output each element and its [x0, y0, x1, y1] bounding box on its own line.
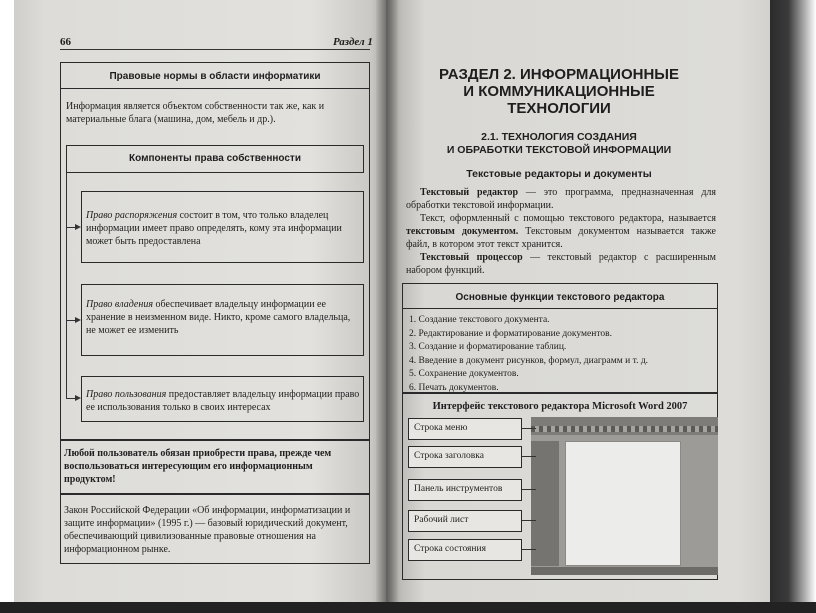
word-screenshot-side: [531, 441, 559, 566]
list-item: 6. Печать документов.: [409, 382, 499, 393]
connector-toolbar: [522, 489, 536, 490]
page-number: 66: [60, 36, 71, 48]
chapter-title-line-3: ТЕХНОЛОГИИ: [507, 100, 611, 117]
header-rule: [60, 49, 370, 50]
term-text-processor: Текстовый процессор: [420, 252, 523, 263]
law-text: Закон Российской Федерации «Об информации, информатизации и защите информации» (1995 г.) — базовый юридический документ, обеспечивающий цивилизованные правовые отношения на информационном рынке.: [64, 505, 351, 555]
term-text-editor: Текстовый редактор: [420, 187, 519, 198]
components-connector: [66, 173, 67, 399]
list-item: 1. Создание текстового документа.: [409, 315, 550, 325]
paragraph-text-processor-desc: — текстовый редактор с расширенным набором функций.: [406, 252, 716, 276]
label-menu-bar: Строка меню: [408, 418, 522, 440]
connector-status-bar: [522, 549, 536, 550]
connector-title-bar: [522, 456, 536, 457]
label-worksheet: Рабочий лист: [408, 510, 522, 532]
arrow-use-head: [75, 395, 81, 401]
interface-title: Интерфейс текстового редактора Microsoft Word 2007: [432, 401, 688, 412]
term-text-document: текстовым документом.: [406, 226, 519, 237]
right-of-use-desc: предоставляет владельцу информации право ее использования только в своих интересах: [86, 389, 360, 413]
list-item: 2. Редактирование и форматирование документов.: [409, 328, 612, 339]
subsection-title: Текстовые редакторы и документы: [466, 168, 652, 180]
label-title-bar: Строка заголовка: [408, 446, 522, 468]
right-of-use-term: Право пользования: [86, 389, 167, 400]
functions-title-rule: [402, 308, 718, 309]
chapter-title-line-2: И КОММУНИКАЦИОННЫЕ: [463, 83, 655, 100]
right-of-disposal-text: [86, 209, 360, 248]
book-gutter: [376, 0, 398, 602]
legal-intro-text: Информация является объектом собственности так же, как и материальные блага (машина, дом, мебель и др.).: [66, 101, 325, 125]
connector-menu-bar: [522, 428, 536, 429]
obligation-text: Любой пользователь обязан приобрести права, прежде чем воспользоваться интересующим его информационным продуктом!: [64, 448, 332, 485]
connector-worksheet: [522, 520, 536, 521]
chapter-title-line-1: РАЗДЕЛ 2. ИНФОРМАЦИОННЫЕ: [439, 66, 679, 83]
right-of-possession-text: [86, 298, 360, 337]
paragraph-text-processor: [406, 251, 716, 277]
section-title-line-2: И ОБРАБОТКИ ТЕКСТОВОЙ ИНФОРМАЦИИ: [446, 144, 672, 156]
arrow-possession-head: [75, 317, 81, 323]
legal-norms-title-rule: [60, 88, 370, 89]
right-of-use-text: [86, 388, 360, 414]
paragraph-text-editor-desc: — это программа, предназначенная для обработки текстовой информации.: [406, 187, 716, 211]
functions-list: [409, 314, 715, 395]
running-header: Раздел 1: [333, 36, 373, 48]
word-screenshot-ribbon: [531, 426, 718, 432]
right-of-disposal-desc: состоит в том, что только владелец информации имеет право определять, кому эта информации может быть предоставлена: [86, 210, 342, 247]
paragraph-text-document: [406, 212, 716, 251]
paragraph-text-document-a: Текст, оформленный с помощью текстового редактора, называется: [420, 213, 716, 224]
right-of-disposal-term: Право распоряжения: [86, 210, 178, 221]
label-status-bar: Строка состояния: [408, 539, 522, 561]
scan-bottom-edge: [0, 602, 816, 613]
paragraph-text-editor: [406, 186, 716, 212]
functions-title: Основные функции текстового редактора: [455, 292, 665, 303]
paragraph-text-document-b: Текстовым документом называется также файл, в котором этот текст хранится.: [406, 226, 716, 250]
legal-norms-title: Правовые нормы в области информатики: [109, 71, 321, 82]
section-title-line-1: 2.1. ТЕХНОЛОГИЯ СОЗДАНИЯ: [481, 131, 637, 143]
word-screenshot-page: [565, 441, 681, 566]
list-item: 4. Введение в документ рисунков, формул, диаграмм и т. д.: [409, 355, 649, 366]
right-of-possession-term: Право владения: [86, 299, 153, 310]
list-item: 5. Сохранение документов.: [409, 369, 519, 379]
word-screenshot-statusbar: [531, 567, 718, 575]
label-toolbar: Панель инструментов: [408, 479, 522, 501]
components-title: Компоненты права собственности: [129, 153, 301, 164]
right-of-possession-desc: обеспечивает владельцу информации ее хранение в неизменном виде. Никто, кроме самого владельца, не может ее изменить: [86, 299, 351, 336]
list-item: 3. Создание и форматирование таблиц.: [409, 342, 567, 352]
arrow-disposal-head: [75, 224, 81, 230]
page-edge-shadow: [770, 0, 816, 602]
